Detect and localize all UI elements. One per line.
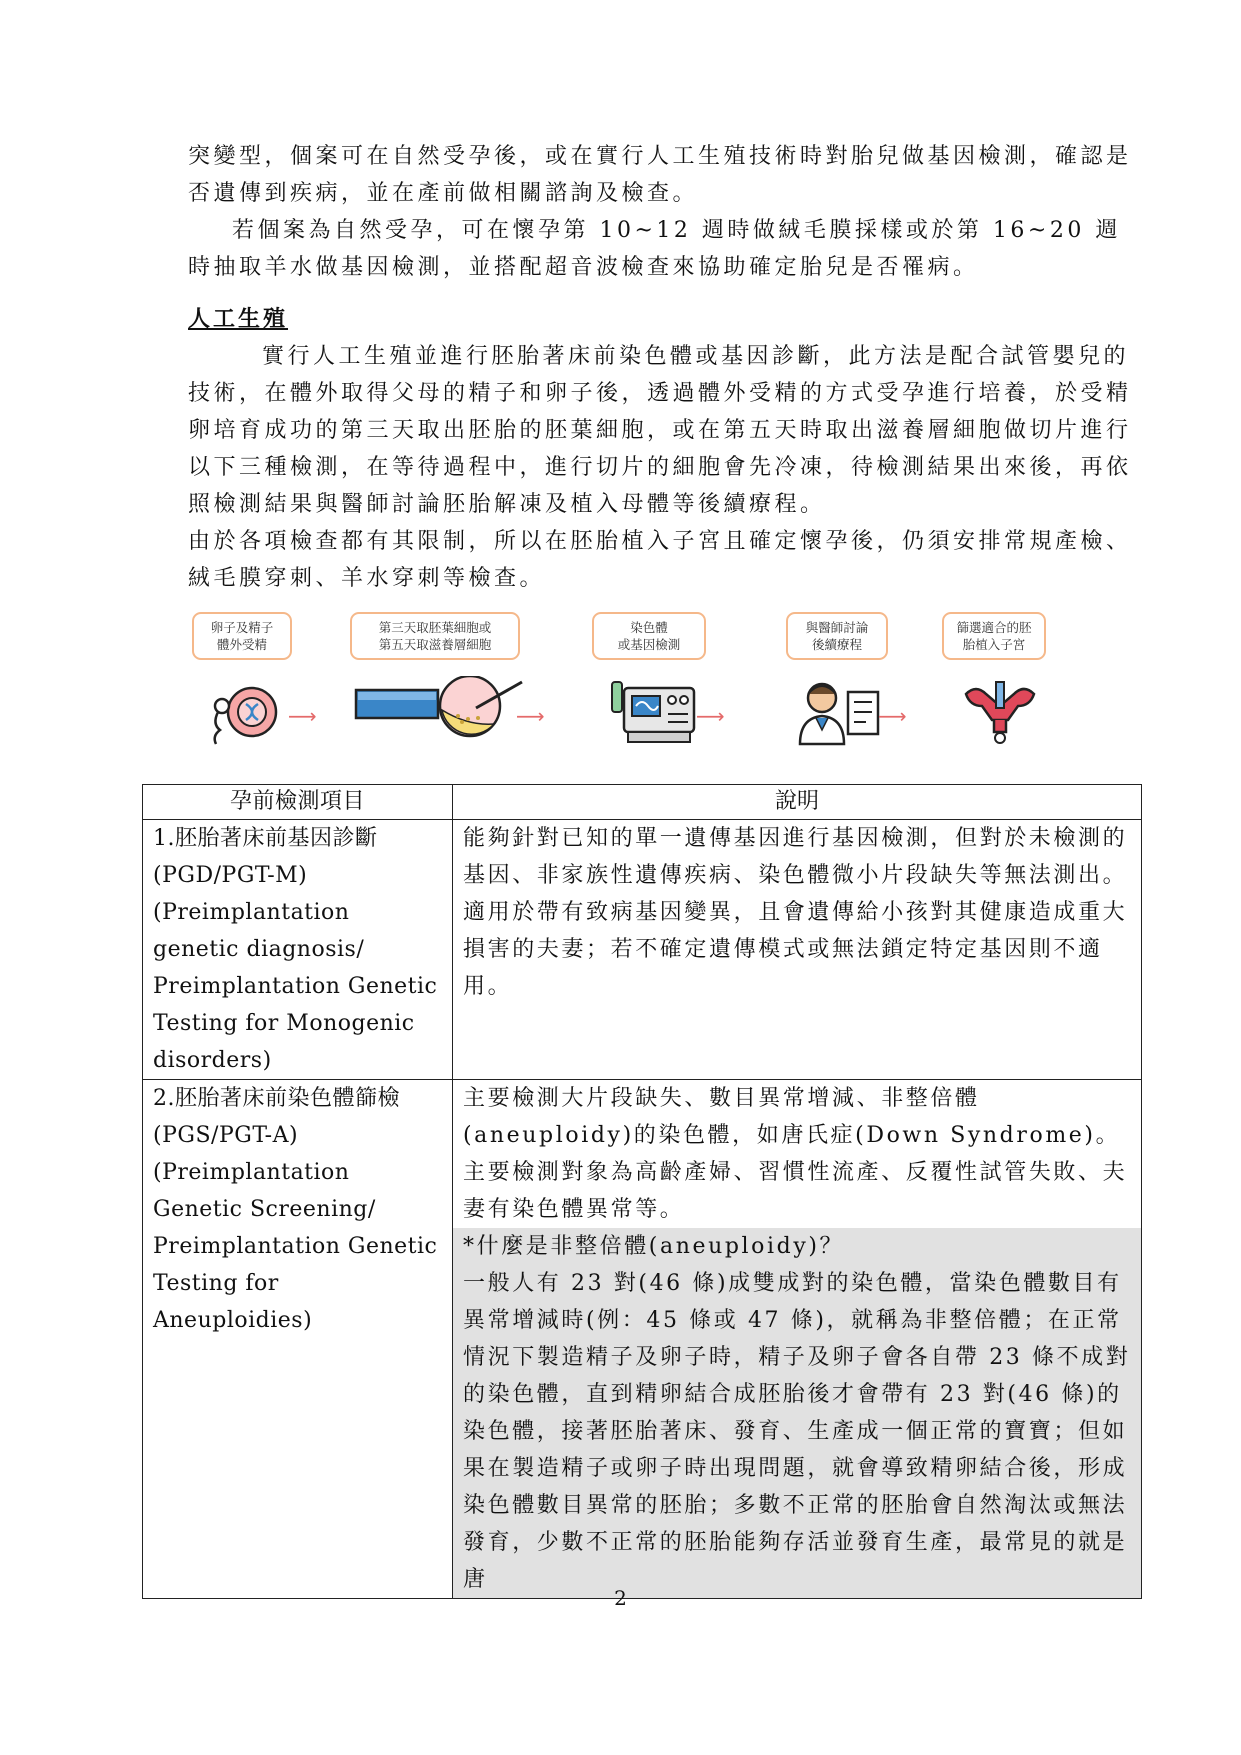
flow-arrow-2: ⟶ (516, 704, 545, 728)
row2-desc-2: 主要檢測對象為高齡產婦、習慣性流產、反覆性試管失敗、夫妻有染色體異常等。 (463, 1160, 1128, 1222)
row2-item: 2.胚胎著床前染色體篩檢 (PGS/PGT-A) (Preimplantation Genetic Screening/ Preimplantation Genetic Testing for Aneuploidies) (143, 1080, 453, 1599)
page-number: 2 (614, 1586, 627, 1610)
section-paragraph-1: 實行人工生殖並進行胚胎著床前染色體或基因診斷，此方法是配合試管嬰兒的技術，在體外取得父母的精子和卵子後，透過體外受精的方式受孕進行培養，於受精卵培育成功的第三天取出胚胎的胚葉細胞，或在第五天時取出滋養層細胞做切片進行以下三種檢測，在等待過程中，進行切片的細胞會先冷凍，待檢測結果出來後，再依照檢測結果與醫師討論胚胎解凍及植入母體等後續療程。 (188, 344, 1132, 517)
row2-desc-1: 主要檢測大片段缺失、數目異常增減、非整倍體(aneuploidy)的染色體，如唐氏症(Down Syndrome)。 (463, 1086, 1121, 1148)
row1-description: 能夠針對已知的單一遺傳基因進行基因檢測，但對於未檢測的基因、非家族性遺傳疾病、染色體微小片段缺失等無法測出。適用於帶有致病基因變異，且會遺傳給小孩對其健康造成重大損害的夫妻；若不確定遺傳模式或無法鎖定特定基因則不適用。 (453, 820, 1142, 1080)
header-description: 說明 (453, 785, 1142, 820)
flow-step-4: 與醫師討論 後續療程 (786, 612, 888, 660)
table-row (143, 820, 1142, 1080)
row1-item: 1.胚胎著床前基因診斷 (PGD/PGT-M) (Preimplantation genetic diagnosis/ Preimplantation Genetic Testing for Monogenic disorders) (143, 820, 453, 1080)
intro-paragraph-2: 若個案為自然受孕，可在懷孕第 10~12 週時做絨毛膜採樣或於第 16~20 週時抽取羊水做基因檢測，並搭配超音波檢查來協助確定胎兒是否罹病。 (188, 218, 1121, 280)
uterus-icon (960, 676, 1040, 746)
section-heading: 人工生殖 (188, 306, 289, 332)
row2-description (453, 1080, 1142, 1599)
flow-step-2: 第三天取胚葉細胞或 第五天取滋養層細胞 (350, 612, 520, 660)
flow-arrow-3: ⟶ (696, 704, 725, 728)
ivf-process-diagram (188, 612, 1068, 742)
testing-table (142, 784, 1142, 1599)
aneuploidy-note-title: *什麼是非整倍體(aneuploidy)？ (453, 1228, 1141, 1265)
flow-arrow-4: ⟶ (878, 704, 907, 728)
lab-test-icon (610, 676, 700, 746)
doctor-icon (796, 676, 882, 746)
section-paragraph-2: 由於各項檢查都有其限制，所以在胚胎植入子宮且確定懷孕後，仍須安排常規產檢、絨毛膜穿刺、羊水穿刺等檢查。 (188, 529, 1132, 591)
header-item: 孕前檢測項目 (143, 785, 453, 820)
flow-step-5: 篩選適合的胚 胎植入子宮 (942, 612, 1046, 660)
table-header-row (143, 785, 1142, 820)
biopsy-icon (354, 676, 524, 746)
flow-step-1: 卵子及精子 體外受精 (192, 612, 292, 660)
fertilization-icon (208, 676, 288, 746)
flow-arrow-1: ⟶ (288, 704, 317, 728)
flow-step-3: 染色體 或基因檢測 (592, 612, 706, 660)
intro-paragraph-1: 突變型，個案可在自然受孕後，或在實行人工生殖技術時對胎兒做基因檢測，確認是否遺傳到疾病，並在產前做相關諮詢及檢查。 (188, 144, 1132, 206)
aneuploidy-note-body: 一般人有 23 對(46 條)成雙成對的染色體，當染色體數目有異常增減時(例：45 條或 47 條)，就稱為非整倍體；在正常情況下製造精子及卵子時，精子及卵子會各自帶 23 條不成對的染色體，直到精卵結合成胚胎後才會帶有 23 對(46 條)的染色體，接著胚胎著床、發育、生產成一個正常的寶寶；但如果在製造精子或卵子時出現問題，就會導致精卵結合後，形成染色體數目異常的胚胎；多數不正常的胚胎會自然淘汰或無法發育，少數不正常的胚胎能夠存活並發育生產，最常見的就是唐 (453, 1265, 1141, 1598)
table-row (143, 1080, 1142, 1599)
